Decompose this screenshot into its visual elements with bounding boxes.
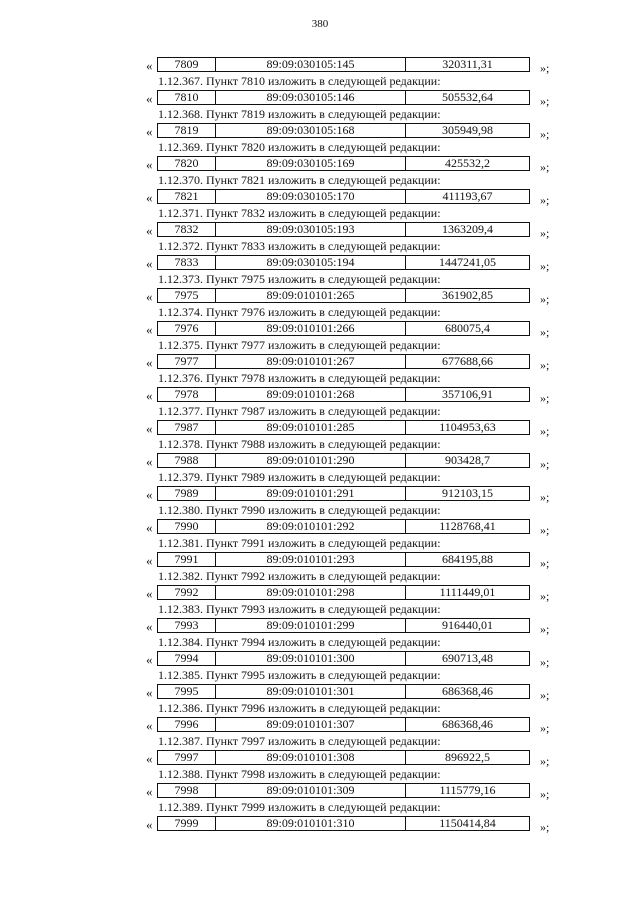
open-quote: « — [146, 223, 153, 238]
data-table — [157, 420, 530, 435]
item-number-cell: 7819 — [158, 124, 216, 137]
value-cell: 1150414,84 — [439, 816, 496, 830]
table-row — [0, 154, 640, 173]
amendment-caption: 1.12.382. Пункт 7992 изложить в следующей редакции: — [158, 569, 441, 583]
data-table — [157, 189, 530, 204]
amendment-caption: 1.12.383. Пункт 7993 изложить в следующей редакции: — [158, 602, 441, 616]
item-number-cell: 7994 — [158, 652, 216, 665]
cadastral-number-cell: 89:09:030105:169 — [216, 157, 406, 170]
close-quote: »; — [540, 457, 550, 471]
value-cell: 903428,7 — [445, 453, 490, 467]
amendment-caption: 1.12.372. Пункт 7833 изложить в следующей редакции: — [158, 239, 441, 253]
item-number-cell: 7978 — [158, 388, 216, 401]
cadastral-number-cell: 89:09:010101:310 — [216, 817, 406, 830]
close-quote: »; — [540, 61, 550, 75]
amendment-caption: 1.12.385. Пункт 7995 изложить в следующей редакции: — [158, 668, 441, 682]
cadastral-number-cell: 89:09:010101:307 — [216, 718, 406, 731]
close-quote: »; — [540, 94, 550, 108]
open-quote: « — [146, 190, 153, 205]
item-number-cell: 7999 — [158, 817, 216, 830]
close-quote: »; — [540, 160, 550, 174]
table-row — [0, 121, 640, 140]
item-number-cell: 7832 — [158, 223, 216, 236]
table-row — [0, 220, 640, 239]
table-row — [0, 748, 640, 767]
data-table — [157, 552, 530, 567]
close-quote: »; — [540, 391, 550, 405]
open-quote: « — [146, 817, 153, 832]
cadastral-number-cell: 89:09:030105:193 — [216, 223, 406, 236]
data-table — [157, 321, 530, 336]
table-row — [0, 319, 640, 338]
amendment-caption: 1.12.386. Пункт 7996 изложить в следующей редакции: — [158, 701, 441, 715]
amendment-caption: 1.12.381. Пункт 7991 изложить в следующей редакции: — [158, 536, 441, 550]
table-row — [0, 253, 640, 272]
data-table — [157, 255, 530, 270]
close-quote: »; — [540, 787, 550, 801]
value-cell: 896922,5 — [445, 750, 490, 764]
amendment-caption: 1.12.388. Пункт 7998 изложить в следующей редакции: — [158, 767, 441, 781]
item-number-cell: 7992 — [158, 586, 216, 599]
amendment-caption: 1.12.369. Пункт 7820 изложить в следующей редакции: — [158, 140, 441, 154]
open-quote: « — [146, 553, 153, 568]
value-cell: 690713,48 — [442, 651, 493, 665]
open-quote: « — [146, 520, 153, 535]
cadastral-number-cell: 89:09:010101:300 — [216, 652, 406, 665]
close-quote: »; — [540, 226, 550, 240]
open-quote: « — [146, 685, 153, 700]
table-row — [0, 550, 640, 569]
close-quote: »; — [540, 358, 550, 372]
data-table — [157, 816, 530, 831]
entries-container — [0, 74, 640, 833]
item-number-cell: 7991 — [158, 553, 216, 566]
table-row — [0, 616, 640, 635]
cadastral-number-cell: 89:09:010101:266 — [216, 322, 406, 335]
item-number-cell: 7996 — [158, 718, 216, 731]
open-quote: « — [146, 289, 153, 304]
data-table — [157, 288, 530, 303]
close-quote: »; — [540, 490, 550, 504]
close-quote: »; — [540, 424, 550, 438]
close-quote: »; — [540, 523, 550, 537]
data-table — [157, 651, 530, 666]
value-cell: 912103,15 — [442, 486, 493, 500]
cadastral-number-cell: 89:09:010101:299 — [216, 619, 406, 632]
value-cell: 1447241,05 — [439, 255, 496, 269]
item-number-cell: 7988 — [158, 454, 216, 467]
value-cell: 1128768,41 — [439, 519, 496, 533]
data-table — [157, 453, 530, 468]
amendment-caption: 1.12.370. Пункт 7821 изложить в следующей редакции: — [158, 173, 441, 187]
close-quote: »; — [540, 688, 550, 702]
open-quote: « — [146, 751, 153, 766]
table-row — [0, 484, 640, 503]
close-quote: »; — [540, 820, 550, 834]
cadastral-number-cell: 89:09:010101:290 — [216, 454, 406, 467]
value-cell: 1115779,16 — [439, 783, 496, 797]
open-quote: « — [146, 124, 153, 139]
data-table — [157, 222, 530, 237]
open-quote: « — [146, 58, 153, 73]
item-number-cell: 7821 — [158, 190, 216, 203]
data-table — [157, 486, 530, 501]
data-table — [157, 123, 530, 138]
data-table — [157, 618, 530, 633]
cadastral-number-cell: 89:09:010101:268 — [216, 388, 406, 401]
value-cell: 916440,01 — [442, 618, 493, 632]
table-row — [0, 187, 640, 206]
open-quote: « — [146, 91, 153, 106]
value-cell: 1104953,63 — [439, 420, 496, 434]
close-quote: »; — [540, 292, 550, 306]
table-row — [0, 352, 640, 371]
open-quote: « — [146, 454, 153, 469]
cadastral-number-cell: 89:09:010101:291 — [216, 487, 406, 500]
item-number-cell: 7997 — [158, 751, 216, 764]
value-cell: 686368,46 — [442, 717, 493, 731]
cadastral-number-cell: 89:09:030105:146 — [216, 91, 406, 104]
page-number: 380 — [311, 18, 329, 30]
cadastral-number-cell: 89:09:010101:309 — [216, 784, 406, 797]
item-number-cell: 7820 — [158, 157, 216, 170]
data-table — [157, 387, 530, 402]
amendment-caption: 1.12.375. Пункт 7977 изложить в следующей редакции: — [158, 338, 441, 352]
value-cell: 411193,67 — [442, 189, 493, 203]
close-quote: »; — [540, 655, 550, 669]
cadastral-number-cell: 89:09:010101:308 — [216, 751, 406, 764]
value-cell: 680075,4 — [445, 321, 490, 335]
item-number-cell: 7993 — [158, 619, 216, 632]
value-cell: 425532,2 — [445, 156, 490, 170]
open-quote: « — [146, 421, 153, 436]
data-table — [157, 684, 530, 699]
amendment-caption: 1.12.373. Пункт 7975 изложить в следующей редакции: — [158, 272, 441, 286]
table-row — [0, 649, 640, 668]
open-quote: « — [146, 322, 153, 337]
table-row — [0, 451, 640, 470]
cadastral-number-cell: 89:09:010101:285 — [216, 421, 406, 434]
amendment-caption: 1.12.371. Пункт 7832 изложить в следующей редакции: — [158, 206, 441, 220]
close-quote: »; — [540, 127, 550, 141]
open-quote: « — [146, 652, 153, 667]
data-table — [157, 57, 530, 72]
amendments-list — [0, 55, 640, 833]
item-number-cell: 7976 — [158, 322, 216, 335]
data-table — [157, 585, 530, 600]
value-cell: 684195,88 — [442, 552, 493, 566]
close-quote: »; — [540, 556, 550, 570]
item-number-cell: 7990 — [158, 520, 216, 533]
table-row — [0, 88, 640, 107]
item-number-cell: 7810 — [158, 91, 216, 104]
close-quote: »; — [540, 721, 550, 735]
table-row — [0, 814, 640, 833]
value-cell: 320311,31 — [442, 57, 493, 71]
amendment-caption: 1.12.380. Пункт 7990 изложить в следующей редакции: — [158, 503, 441, 517]
cadastral-number-cell: 89:09:010101:292 — [216, 520, 406, 533]
open-quote: « — [146, 784, 153, 799]
table-row — [0, 682, 640, 701]
close-quote: »; — [540, 259, 550, 273]
amendment-caption: 1.12.379. Пункт 7989 изложить в следующей редакции: — [158, 470, 441, 484]
value-cell: 305949,98 — [442, 123, 493, 137]
table-row — [0, 55, 640, 74]
open-quote: « — [146, 619, 153, 634]
close-quote: »; — [540, 589, 550, 603]
open-quote: « — [146, 355, 153, 370]
close-quote: »; — [540, 325, 550, 339]
amendment-caption: 1.12.367. Пункт 7810 изложить в следующей редакции: — [158, 74, 441, 88]
open-quote: « — [146, 487, 153, 502]
amendment-caption: 1.12.368. Пункт 7819 изложить в следующей редакции: — [158, 107, 441, 121]
cadastral-number-cell: 89:09:030105:145 — [216, 58, 406, 71]
data-table — [157, 783, 530, 798]
cadastral-number-cell: 89:09:010101:293 — [216, 553, 406, 566]
amendment-caption: 1.12.376. Пункт 7978 изложить в следующей редакции: — [158, 371, 441, 385]
close-quote: »; — [540, 754, 550, 768]
data-table — [157, 90, 530, 105]
amendment-caption: 1.12.389. Пункт 7999 изложить в следующей редакции: — [158, 800, 441, 814]
cadastral-number-cell: 89:09:010101:267 — [216, 355, 406, 368]
value-cell: 357106,91 — [442, 387, 493, 401]
cadastral-number-cell: 89:09:010101:301 — [216, 685, 406, 698]
open-quote: « — [146, 718, 153, 733]
amendment-caption: 1.12.374. Пункт 7976 изложить в следующей редакции: — [158, 305, 441, 319]
item-number-cell: 7977 — [158, 355, 216, 368]
close-quote: »; — [540, 622, 550, 636]
amendment-caption: 1.12.377. Пункт 7987 изложить в следующей редакции: — [158, 404, 441, 418]
open-quote: « — [146, 388, 153, 403]
data-table — [157, 717, 530, 732]
table-row — [0, 418, 640, 437]
item-number-cell: 7987 — [158, 421, 216, 434]
cadastral-number-cell: 89:09:030105:168 — [216, 124, 406, 137]
value-cell: 677688,66 — [442, 354, 493, 368]
item-number-cell: 7995 — [158, 685, 216, 698]
item-number-cell: 7809 — [158, 58, 216, 71]
close-quote: »; — [540, 193, 550, 207]
item-number-cell: 7833 — [158, 256, 216, 269]
open-quote: « — [146, 586, 153, 601]
value-cell: 686368,46 — [442, 684, 493, 698]
data-table — [157, 354, 530, 369]
table-row — [0, 781, 640, 800]
amendment-caption: 1.12.384. Пункт 7994 изложить в следующей редакции: — [158, 635, 441, 649]
data-table — [157, 156, 530, 171]
open-quote: « — [146, 157, 153, 172]
cadastral-number-cell: 89:09:030105:170 — [216, 190, 406, 203]
open-quote: « — [146, 256, 153, 271]
item-number-cell: 7975 — [158, 289, 216, 302]
table-row — [0, 385, 640, 404]
value-cell: 1363209,4 — [442, 222, 493, 236]
data-table — [157, 519, 530, 534]
table-row — [0, 583, 640, 602]
item-number-cell: 7998 — [158, 784, 216, 797]
table-row — [0, 286, 640, 305]
table-row — [0, 715, 640, 734]
table-row — [0, 517, 640, 536]
amendment-caption: 1.12.378. Пункт 7988 изложить в следующей редакции: — [158, 437, 441, 451]
amendment-caption: 1.12.387. Пункт 7997 изложить в следующей редакции: — [158, 734, 441, 748]
value-cell: 505532,64 — [442, 90, 493, 104]
value-cell: 361902,85 — [442, 288, 493, 302]
item-number-cell: 7989 — [158, 487, 216, 500]
value-cell: 1111449,01 — [439, 585, 496, 599]
cadastral-number-cell: 89:09:010101:265 — [216, 289, 406, 302]
cadastral-number-cell: 89:09:010101:298 — [216, 586, 406, 599]
data-table — [157, 750, 530, 765]
cadastral-number-cell: 89:09:030105:194 — [216, 256, 406, 269]
